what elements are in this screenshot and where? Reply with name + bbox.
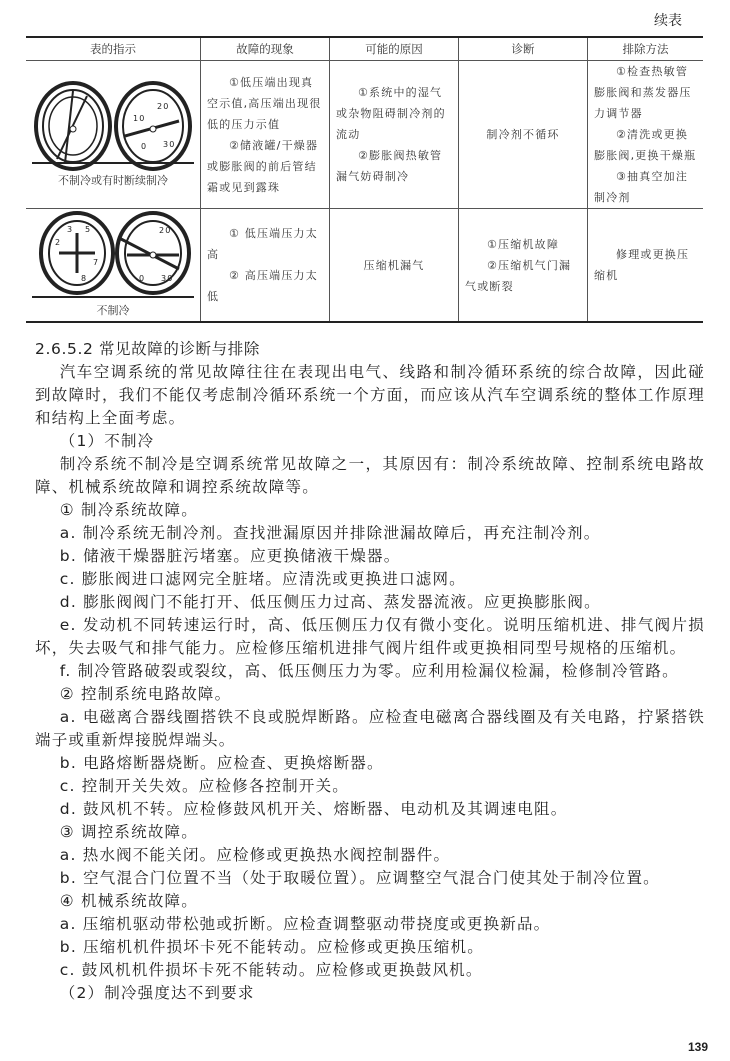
table-row	[26, 209, 703, 323]
gauge-label: 30	[163, 139, 176, 149]
gauge-label: 30	[161, 274, 174, 283]
paragraph: d. 鼓风机不转。应检修鼓风机开关、熔断器、电动机及其调速电阻。	[59, 800, 568, 818]
paragraph: ② 控制系统电路故障。	[59, 685, 232, 703]
symptom-item: ② 高压端压力太低	[207, 269, 318, 303]
remedy-item: ③抽真空加注制冷剂	[594, 170, 689, 204]
header-diagnosis: 诊断	[459, 37, 588, 61]
paragraph: ④ 机械系统故障。	[59, 892, 198, 910]
symptom-cell	[201, 61, 330, 209]
symptom-item: ① 低压端压力太高	[207, 227, 318, 261]
remedy-cell	[588, 61, 704, 209]
page-number: 139	[687, 1040, 708, 1054]
remedy-item: ②清洗或更换膨胀阀,更换干燥瓶	[594, 128, 697, 162]
section-heading: 2.6.5.2 常见故障的诊断与排除	[35, 340, 260, 358]
gauge-pair-illustration	[29, 81, 197, 173]
header-symptom: 故障的现象	[201, 37, 330, 61]
paragraph: a. 热水阀不能关闭。应检修或更换热水阀控制器件。	[59, 846, 451, 864]
gauge-label: 8	[81, 274, 88, 283]
symptom-cell	[201, 209, 330, 323]
fault-table	[26, 36, 703, 323]
remedy-item: 修理或更换压缩机	[594, 248, 690, 282]
diagnosis-cell	[459, 209, 588, 323]
paragraph-list	[35, 361, 705, 1005]
cause-item: ①系统中的湿气或杂物阻碍制冷剂的流动	[336, 86, 446, 141]
symptom-item: ①低压端出现真空示值,高压端出现很低的压力示值	[207, 75, 322, 131]
cause-item: ②膨胀阀热敏管漏气妨碍制冷	[336, 149, 443, 183]
paragraph: 汽车空调系统的常见故障往往在表现出电气、线路和制冷循环系统的综合故障，因此碰到故障时，我们不能仅考虑制冷循环系统一个方面，而应该从汽车空调系统的整体工作原理和结构上全面考虑。	[35, 363, 705, 427]
diagnosis-item: ①压缩机故障	[487, 237, 560, 251]
paragraph: （2）制冷强度达不到要求	[59, 984, 255, 1002]
gauge-caption: 不制冷或有时断续制冷	[58, 173, 168, 187]
gauge-label: 3	[67, 225, 74, 234]
paragraph: b. 电路熔断器烧断。应检查、更换熔断器。	[59, 754, 384, 772]
gauge-label: 0	[141, 141, 148, 151]
cause-item: 压缩机漏气	[363, 258, 425, 272]
paragraph: a. 电磁离合器线圈搭铁不良或脱焊断路。应检查电磁离合器线圈及有关电路，拧紧搭铁端子或重新焊接脱焊端头。	[35, 708, 705, 749]
cause-cell	[330, 209, 459, 323]
body-text	[35, 338, 705, 1005]
gauge-label: 20	[159, 226, 172, 235]
gauge-pair-illustration	[29, 211, 197, 303]
symptom-item: ②储液罐/干燥器或膨胀阀的前后管结霜或见到露珠	[207, 138, 319, 194]
gauge-cell	[26, 61, 201, 209]
diagnosis-item: ②压缩机气门漏气或断裂	[465, 258, 572, 293]
gauge-label: 0	[139, 274, 146, 283]
paragraph: a. 制冷系统无制冷剂。查找泄漏原因并排除泄漏故障后，再充注制冷剂。	[59, 524, 601, 542]
gauge-label: 20	[157, 101, 170, 111]
gauge-cell	[26, 209, 201, 323]
gauge-label: 10	[133, 113, 146, 123]
paragraph: b. 压缩机机件损坏卡死不能转动。应检修或更换压缩机。	[59, 938, 484, 956]
remedy-item: ①检查热敏管膨胀阀和蒸发器压力调节器	[594, 65, 692, 120]
remedy-cell	[588, 209, 704, 323]
paragraph: ① 制冷系统故障。	[59, 501, 198, 519]
gauge-label: 5	[85, 225, 92, 234]
paragraph: 制冷系统不制冷是空调系统常见故障之一，其原因有：制冷系统故障、控制系统电路故障、机械系统故障和调控系统故障等。	[35, 455, 705, 496]
diagnosis-item: 制冷剂不循环	[486, 128, 560, 141]
paragraph: d. 膨胀阀阀门不能打开、低压侧压力过高、蒸发器流液。应更换膨胀阀。	[59, 593, 601, 611]
paragraph: f. 制冷管路破裂或裂纹，高、低压侧压力为零。应利用检漏仪检漏，检修制冷管路。	[59, 662, 679, 680]
paragraph: ③ 调控系统故障。	[59, 823, 198, 841]
paragraph: （1）不制冷	[59, 432, 155, 450]
paragraph: b. 空气混合门位置不当（处于取暖位置）。应调整空气混合门使其处于制冷位置。	[59, 869, 660, 887]
paragraph: c. 鼓风机机件损坏卡死不能转动。应检修或更换鼓风机。	[59, 961, 483, 979]
paragraph: b. 储液干燥器脏污堵塞。应更换储液干燥器。	[59, 547, 401, 565]
paragraph: e. 发动机不同转速运行时，高、低压侧压力仅有微小变化。说明压缩机进、排气阀片损坏，失去吸气和排气能力。应检修压缩机进排气阀片组件或更换相同型号规格的压缩机。	[35, 616, 705, 657]
continued-label: 续表	[654, 13, 682, 29]
gauge-label: 2	[55, 238, 62, 247]
table-row	[26, 61, 703, 209]
diagnosis-cell	[459, 61, 588, 209]
header-gauge: 表的指示	[26, 37, 201, 61]
header-remedy: 排除方法	[588, 37, 704, 61]
paragraph: c. 膨胀阀进口滤网完全脏堵。应清洗或更换进口滤网。	[59, 570, 466, 588]
table-header	[26, 37, 703, 61]
header-cause: 可能的原因	[330, 37, 459, 61]
gauge-caption: 不制冷	[96, 304, 130, 317]
paragraph: c. 控制开关失效。应检修各控制开关。	[59, 777, 349, 795]
gauge-label: 7	[93, 258, 100, 267]
paragraph: a. 压缩机驱动带松弛或折断。应检查调整驱动带挠度或更换新品。	[59, 915, 551, 933]
cause-cell	[330, 61, 459, 209]
